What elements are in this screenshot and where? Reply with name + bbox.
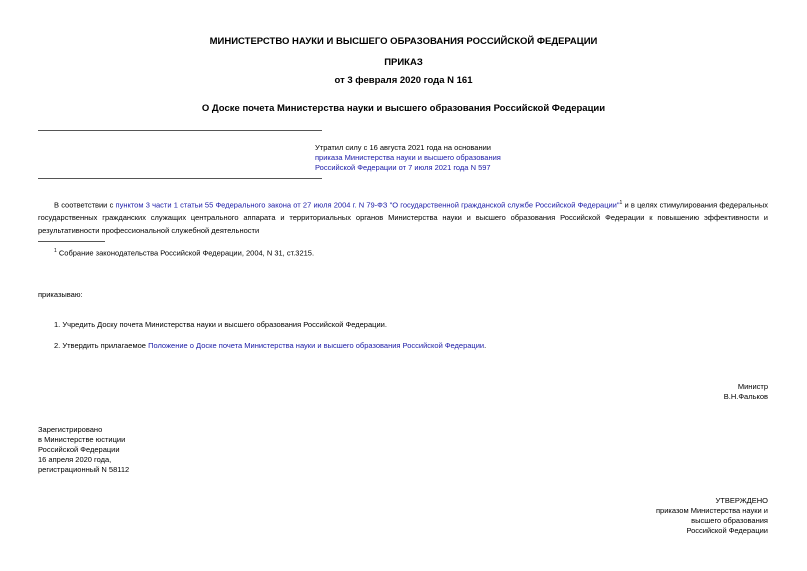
footnote-text: Собрание законодательства Российской Федерации, 2004, N 31, ст.3215.	[58, 248, 315, 258]
registration-line-1: Зарегистрировано	[38, 425, 103, 434]
preamble-text-end: и в целях стимулирования федеральных государственных гражданских служащих центрального аппарата и территориальных органов Министерства науки и высшего образования Российской Федерации к повышению эффективности и результативности профессиональной служебной деятельности	[38, 200, 768, 235]
registration-line-5: регистрационный N 58112	[38, 465, 130, 474]
order-item-1: 1. Учредить Доску почета Министерства науки и высшего образования Российской Федерации.	[54, 320, 387, 329]
ministry-heading: МИНИСТЕРСТВО НАУКИ И ВЫСШЕГО ОБРАЗОВАНИЯ РОССИЙСКОЙ ФЕДЕРАЦИИ	[209, 36, 598, 47]
registration-line-3: Российской Федерации	[38, 445, 120, 454]
order-item-2	[54, 341, 486, 351]
approved-line-1: УТВЕРЖДЕНО	[715, 496, 768, 505]
approved-line-2: приказом Министерства науки и	[656, 506, 768, 515]
signature-position: Министр	[737, 382, 768, 391]
preamble-paragraph	[38, 197, 768, 237]
repeal-order-link-cont[interactable]: Российской Федерации от 7 июля 2021 года N 597	[315, 163, 491, 172]
document-type: ПРИКАЗ	[384, 57, 423, 68]
footnote-ref: 1	[619, 200, 623, 206]
repeal-order-link[interactable]: приказа Министерства науки и высшего образования	[315, 153, 501, 162]
registration-line-2: в Министерстве юстиции	[38, 435, 126, 444]
regulation-link[interactable]: Положение о Доске почета Министерства науки и высшего образования Российской Федерации	[148, 341, 485, 350]
footnote-divider	[38, 241, 105, 242]
divider-bottom	[38, 178, 322, 179]
federal-law-link[interactable]: Федерального закона от 27 июля 2004 г. N 79-ФЗ "О государственной гражданской службе Российской Федерации"	[215, 200, 620, 210]
footnote	[54, 246, 314, 259]
signature-name: В.Н.Фальков	[723, 392, 768, 401]
signature-block	[600, 382, 768, 402]
divider-top	[38, 130, 322, 131]
footnote-number: 1	[54, 248, 57, 254]
order-item-2-prefix: 2. Утвердить прилагаемое	[54, 341, 149, 350]
document-title: О Доске почета Министерства науки и высшего образования Российской Федерации	[201, 103, 606, 114]
status-note-text: Утратил силу с 16 августа 2021 года на основании	[315, 143, 491, 152]
approved-block	[568, 496, 768, 536]
document-date-number: от 3 февраля 2020 года N 161	[334, 75, 473, 86]
preamble-text-start: В соответствии с	[54, 200, 116, 210]
order-item-2-suffix: .	[484, 341, 487, 350]
status-note	[315, 143, 515, 173]
order-word: приказываю:	[38, 290, 83, 299]
registration-block	[38, 425, 238, 475]
approved-line-4: Российской Федерации	[686, 526, 768, 535]
registration-line-4: 16 апреля 2020 года,	[38, 455, 112, 464]
article-link[interactable]: пунктом 3 части 1 статьи 55	[115, 200, 214, 210]
approved-line-3: высшего образования	[691, 516, 768, 525]
